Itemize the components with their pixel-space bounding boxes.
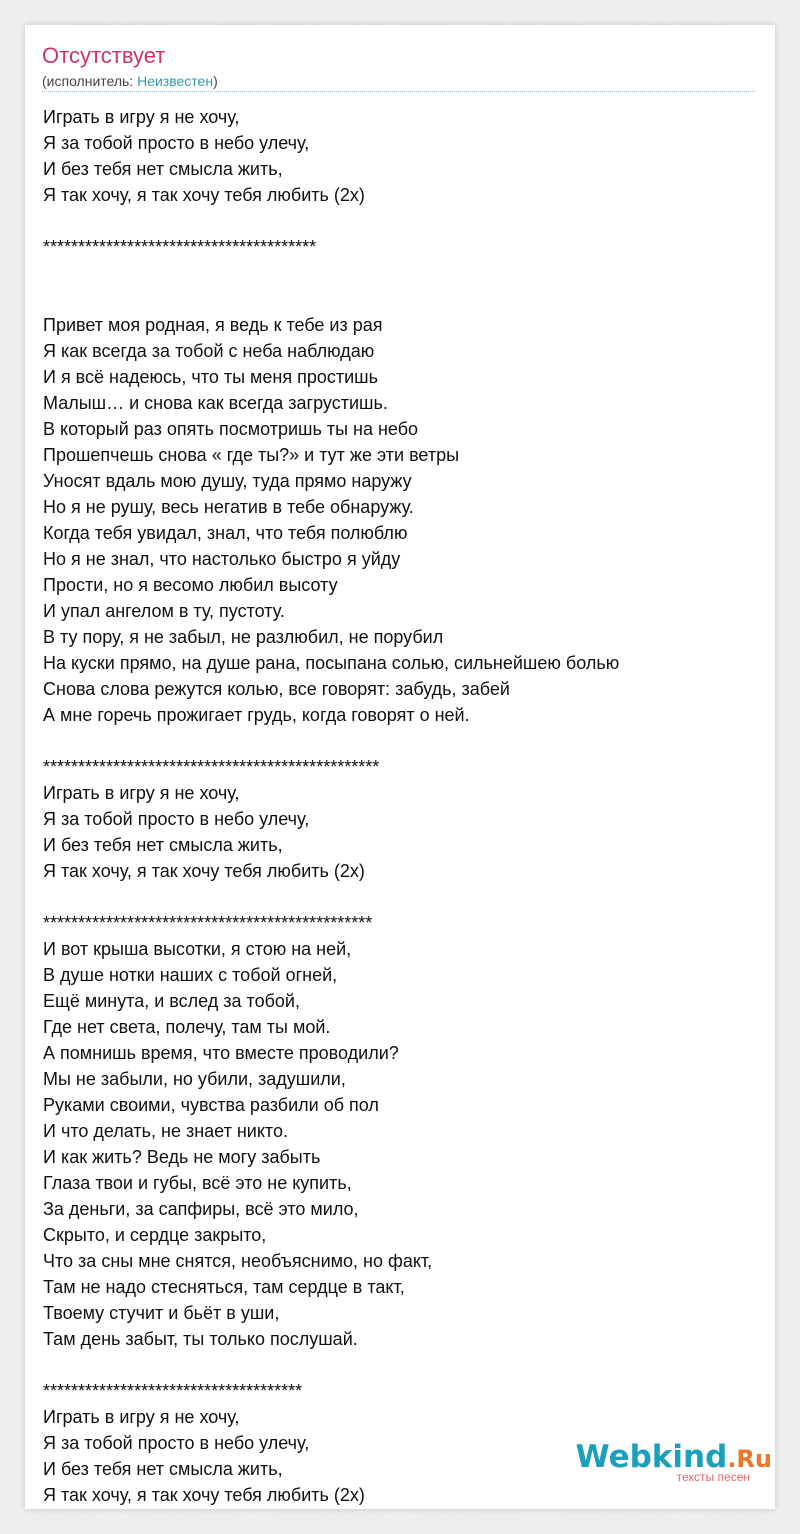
lyric-line: В душе нотки наших с тобой огней, — [43, 965, 338, 985]
lyric-line: И без тебя нет смысла жить, — [43, 835, 283, 855]
lyric-line: Руками своими, чувства разбили об пол — [43, 1095, 379, 1115]
lyric-line: Где нет света, полечу, там ты мой. — [43, 1017, 331, 1037]
lyric-line: В который раз опять посмотришь ты на небо — [43, 419, 419, 439]
logo-word: Webkind — [575, 1439, 728, 1475]
lyric-line: Играть в игру я не хочу, — [43, 107, 240, 127]
lyric-line: В ту пору, я не забыл, не разлюбил, не порубил — [43, 627, 444, 647]
blank-line — [43, 286, 758, 312]
logo-tld: .Ru — [727, 1445, 772, 1473]
lyric-line: И без тебя нет смысла жить, — [43, 1459, 283, 1479]
lyric-line: Я за тобой просто в небо улечу, — [43, 1433, 310, 1453]
lyric-line: И я всё надеюсь, что ты меня простишь — [43, 367, 378, 387]
lyric-line: Привет моя родная, я ведь к тебе из рая — [43, 315, 383, 335]
separator-line: ************************************* — [43, 1381, 303, 1401]
separator-line: ************************************************ — [43, 757, 380, 777]
lyric-line: Я так хочу, я так хочу тебя любить (2х) — [43, 861, 365, 881]
lyric-line: Глаза твои и губы, всё это не купить, — [43, 1173, 352, 1193]
lyric-line: И без тебя нет смысла жить, — [43, 159, 283, 179]
blank-line — [43, 260, 758, 286]
lyric-line: Играть в игру я не хочу, — [43, 783, 240, 803]
blank-line — [43, 884, 758, 910]
site-logo[interactable] — [572, 1440, 772, 1484]
lyric-line: Когда тебя увидал, знал, что тебя полюблю — [43, 523, 408, 543]
lyric-line: И что делать, не знает никто. — [43, 1121, 288, 1141]
lyric-line: Там день забыт, ты только послушай. — [43, 1329, 358, 1349]
blank-line — [43, 208, 758, 234]
lyric-line: Там не надо стесняться, там сердце в такт, — [43, 1277, 405, 1297]
lyric-line: На куски прямо, на душе рана, посыпана солью, сильнейшею болью — [43, 653, 620, 673]
lyric-line: Я так хочу, я так хочу тебя любить (2х) — [43, 1485, 365, 1505]
lyric-line: Играть в игру я не хочу, — [43, 1407, 240, 1427]
lyric-line: Я так хочу, я так хочу тебя любить (2х) — [43, 185, 365, 205]
lyric-line: Я за тобой просто в небо улечу, — [43, 809, 310, 829]
lyric-line: Мы не забыли, но убили, задушили, — [43, 1069, 346, 1089]
lyric-line: Уносят вдаль мою душу, туда прямо наружу — [43, 471, 412, 491]
lyric-line: Ещё минута, и вслед за тобой, — [43, 991, 300, 1011]
separator-line: *********************************************** — [43, 913, 373, 933]
artist-link[interactable]: Неизвестен — [137, 73, 214, 89]
lyric-line: И как жить? Ведь не могу забыть — [43, 1147, 321, 1167]
lyric-line: Снова слова режутся колью, все говорят: забудь, забей — [43, 679, 510, 699]
artist-line — [42, 72, 218, 90]
lyric-line: Твоему стучит и бьёт в уши, — [43, 1303, 280, 1323]
lyric-line: А помнишь время, что вместе проводили? — [43, 1043, 399, 1063]
lyrics-text — [43, 104, 758, 1508]
lyric-line: Я за тобой просто в небо улечу, — [43, 133, 310, 153]
lyric-line: Но я не знал, что настолько быстро я уйду — [43, 549, 401, 569]
lyric-line: Но я не рушу, весь негатив в тебе обнаружу. — [43, 497, 414, 517]
lyric-line: Прости, но я весомо любил высоту — [43, 575, 338, 595]
separator-line: *************************************** — [43, 237, 317, 257]
lyric-line: Прошепчешь снова « где ты?» и тут же эти ветры — [43, 445, 460, 465]
lyrics-card — [25, 25, 775, 1509]
blank-line — [43, 728, 758, 754]
lyric-line: Малыш… и снова как всегда загрустишь. — [43, 393, 388, 413]
artist-suffix: ) — [213, 73, 218, 89]
lyric-line: Я как всегда за тобой с неба наблюдаю — [43, 341, 375, 361]
lyric-line: За деньги, за сапфиры, всё это мило, — [43, 1199, 359, 1219]
artist-prefix: (исполнитель: — [42, 73, 138, 89]
header-divider — [42, 91, 755, 92]
lyric-line: И упал ангелом в ту, пустоту. — [43, 601, 285, 621]
blank-line — [43, 1352, 758, 1378]
lyric-line: А мне горечь прожигает грудь, когда говорят о ней. — [43, 705, 470, 725]
song-title: Отсутствует — [42, 43, 166, 68]
lyric-line: Что за сны мне снятся, необъяснимо, но факт, — [43, 1251, 433, 1271]
lyric-line: И вот крыша высотки, я стою на ней, — [43, 939, 352, 959]
logo-tagline: тексты песен — [676, 1470, 750, 1484]
lyric-line: Скрыто, и сердце закрыто, — [43, 1225, 267, 1245]
